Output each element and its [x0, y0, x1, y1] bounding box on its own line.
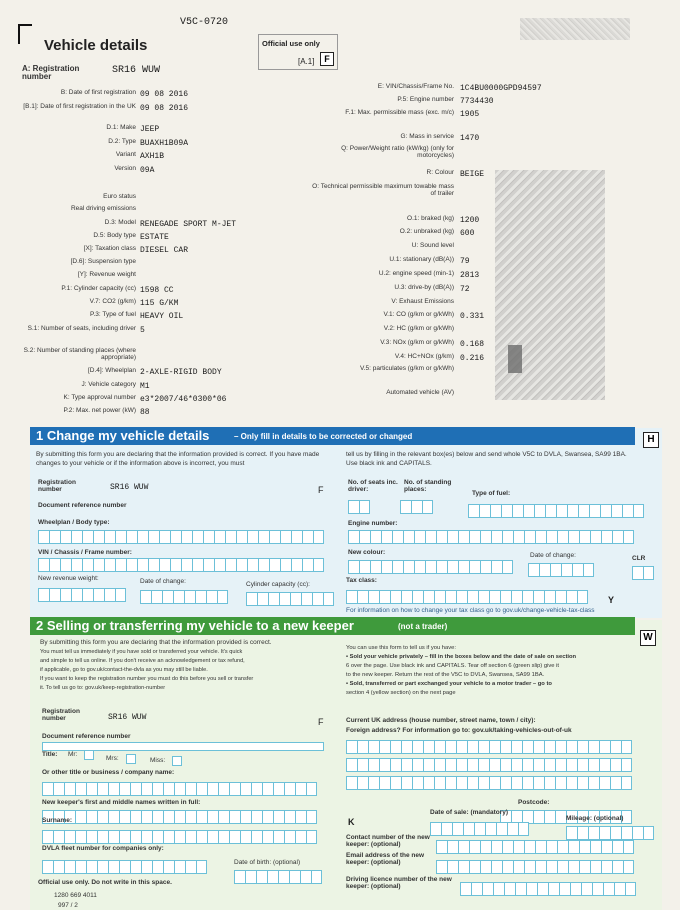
s2-mrs-checkbox[interactable] — [126, 754, 136, 764]
field-value: DIESEL CAR — [140, 246, 189, 255]
s2-mr: Mr: — [68, 751, 78, 758]
field-label: Variant — [115, 151, 136, 158]
field-label: U: Sound level — [411, 242, 454, 249]
s2-right-line: You can use this form to tell us if you have: — [346, 645, 456, 651]
s2-contact-input[interactable] — [436, 840, 634, 854]
field-label: V: Exhaust Emissions — [391, 298, 454, 305]
s1-reg-value: SR16 WUW — [110, 483, 149, 492]
s1-cylinder-input[interactable] — [246, 592, 334, 606]
field-label: O.2: unbraked (kg) — [399, 228, 454, 235]
s1-wheelplan-input[interactable] — [38, 530, 324, 544]
field-label: D.5: Body type — [93, 232, 136, 239]
s1-tax-input[interactable] — [346, 590, 588, 604]
section-1-title: 1 Change my vehicle details — [36, 428, 210, 443]
s2-address-row-1[interactable] — [346, 740, 632, 754]
s1-y-letter: Y — [608, 595, 615, 605]
s2-right-line: 6 over the page. Use black ink and CAPITALS. Tear off section 6 (green slip) give it — [346, 663, 559, 669]
page-title: Vehicle details — [44, 37, 148, 54]
s2-official-bottom: Official use only. Do not write in this space. — [38, 879, 172, 886]
section-1-subtitle: – Only fill in details to be corrected or changed — [234, 432, 413, 441]
field-label: [B.1]: Date of first registration in the UK — [23, 103, 136, 110]
official-code: [A.1] — [298, 57, 315, 66]
s2-email-label: Email address of the new keeper: (optional) — [346, 852, 425, 867]
field-label: [D.6]: Suspension type — [70, 258, 136, 265]
field-value: 09A — [140, 166, 155, 175]
s1-tax-label: Tax class: — [346, 577, 377, 584]
field-value: 2813 — [460, 271, 480, 280]
section-2-letter: W — [640, 630, 656, 646]
official-box — [258, 34, 338, 70]
s1-reg-letter: F — [318, 485, 324, 495]
s2-address-row-2[interactable] — [346, 758, 632, 772]
field-value: 115 G/KM — [140, 299, 179, 308]
s2-intro-left: By submitting this form you are declaring that the information provided is correct. — [40, 639, 272, 646]
s1-fuel-input[interactable] — [468, 504, 644, 518]
s1-seats-input[interactable] — [348, 500, 370, 514]
field-label: E: VIN/Chassis/Frame No. — [377, 83, 454, 90]
s2-fleet-input[interactable] — [42, 860, 207, 874]
s2-right-line: section 4 (yellow section) on the next page — [346, 690, 456, 696]
field-value: 600 — [460, 229, 475, 238]
official-use-label: Official use only — [262, 39, 320, 48]
section-1-intro-left: By submitting this form you are declaring that the information provided is correct. If you have made changes to your vehicle or if the information above is incorrect, you must — [36, 451, 320, 468]
field-label: Automated vehicle (AV) — [386, 389, 454, 396]
field-value: 79 — [460, 257, 470, 266]
s2-other-label: Or other title or business / company name: — [42, 769, 175, 776]
s2-licence-label: Driving licence number of the new keeper: (optional) — [346, 876, 452, 891]
field-label: [Y]: Revenue weight — [77, 271, 136, 278]
field-value: 1200 — [460, 216, 480, 225]
field-label: B: Date of first registration — [60, 89, 136, 96]
s2-right-line: • Sold, transferred or part exchanged your vehicle to a motor trader – go to — [346, 681, 552, 687]
s1-tax-info: For information on how to change your tax class go to gov.uk/change-vehicle-tax-class — [346, 607, 595, 614]
s1-revenue-input[interactable] — [38, 588, 126, 602]
s1-clr: CLR — [632, 555, 646, 562]
s2-contact-label: Contact number of the new keeper: (optional) — [346, 834, 430, 849]
s1-vin-label: VIN / Chassis / Frame number: — [38, 549, 132, 556]
field-value: 0.331 — [460, 312, 485, 321]
s1-colour-input[interactable] — [348, 560, 513, 574]
s1-engine-input[interactable] — [348, 530, 634, 544]
section-1-intro-right: tell us by filling in the relevant box(es) below and send whole V5C to DVLA, Swansea, SA99 1BA. Use black ink and CAPITALS. — [346, 451, 627, 468]
section-1-header — [30, 427, 635, 445]
s2-miss-checkbox[interactable] — [172, 756, 182, 766]
field-value: 0.216 — [460, 354, 485, 363]
s2-date-sale-label: Date of sale: (mandatory) — [430, 809, 509, 816]
field-label: K: Type approval number — [63, 394, 136, 401]
field-value: 0.168 — [460, 340, 485, 349]
s2-left-line: if applicable, go to gov.uk/contact-the-dvla as you may still be liable. — [40, 667, 208, 673]
s2-mileage-label: Mileage: (optional) — [566, 815, 624, 822]
s1-seats-label: No. of seats inc. driver: — [348, 479, 398, 494]
section-2-subtitle: (not a trader) — [398, 622, 448, 631]
field-value: 1598 CC — [140, 286, 174, 295]
s2-dob-input[interactable] — [234, 870, 322, 884]
field-label: U.1: stationary (dB(A)) — [389, 256, 454, 263]
field-label: P.5: Engine number — [397, 96, 454, 103]
s1-reg-label: Registration number — [38, 479, 76, 494]
s2-mrs: Mrs: — [106, 755, 119, 762]
s2-miss: Miss: — [150, 757, 166, 764]
s1-clr-input[interactable] — [632, 566, 654, 580]
field-label: U.2: engine speed (min-1) — [378, 270, 454, 277]
field-label: O: Technical permissible maximum towable mass of trailer — [312, 183, 454, 197]
s2-left-line: If you want to keep the registration number you must do this before you sell or transfer — [40, 676, 254, 682]
field-value: 88 — [140, 408, 150, 417]
s2-dob-label: Date of birth: (optional) — [234, 859, 301, 866]
s2-surname-label: Surname: — [42, 817, 72, 824]
field-value: HEAVY OIL — [140, 312, 184, 321]
field-label: V.3: NOx (g/km or g/kWh) — [380, 339, 454, 346]
s1-revenue-label: New revenue weight: — [38, 575, 99, 582]
s2-other-input[interactable] — [42, 782, 317, 796]
s2-mileage-input[interactable] — [566, 826, 654, 840]
s2-title-label: Title: — [42, 751, 58, 758]
s2-right-line: to the new keeper. Return the rest of the V5C to DVLA, Swansea, SA99 1BA. — [346, 672, 545, 678]
s2-left-line: and simple to tell us online. If you don't receive an acknowledgement or tax refund, — [40, 658, 245, 664]
field-label: P.2: Max. net power (kW) — [63, 407, 136, 414]
field-value: 1470 — [460, 134, 480, 143]
field-label: V.7: CO2 (g/km) — [89, 298, 136, 305]
field-label: D.3: Model — [104, 219, 136, 226]
field-value: M1 — [140, 382, 150, 391]
form-code: V5C-0720 — [180, 17, 229, 28]
corner-mark — [18, 24, 32, 44]
s2-k-letter: K — [348, 817, 355, 827]
field-label: V.5: particulates (g/km or g/kWh) — [359, 365, 454, 372]
redacted-mark — [508, 345, 522, 373]
field-label: D.1: Make — [106, 124, 136, 131]
official-letter: F — [320, 52, 334, 66]
s2-right-line: • Sold your vehicle privately – fill in the boxes below and the date of sale on section — [346, 654, 577, 660]
s2-left-line: You must tell us immediately if you have sold or transferred your vehicle. It's quick — [40, 649, 243, 655]
s2-reg-value: SR16 WUW — [108, 713, 147, 722]
field-label: U.3: drive-by (dB(A)) — [394, 284, 454, 291]
s2-left-line: it. To tell us go to: gov.uk/keep-registration-number — [40, 685, 166, 691]
field-value: 1905 — [460, 110, 480, 119]
s1-standing-input[interactable] — [400, 500, 433, 514]
section-1-letter: H — [643, 432, 659, 448]
field-value: RENEGADE SPORT M-JET — [140, 220, 237, 229]
redaction-top-right — [520, 18, 630, 40]
field-label: J: Vehicle category — [81, 381, 136, 388]
field-label: [D.4]: Wheelplan — [87, 367, 136, 374]
field-label: A: Registration number — [22, 64, 80, 82]
s2-address-row-3[interactable] — [346, 776, 632, 790]
field-label: S.2: Number of standing places (where appropriate) — [23, 347, 136, 361]
s2-docref-label: Document reference number — [42, 733, 131, 740]
field-value: AXH1B — [140, 152, 165, 161]
field-label: O.1: braked (kg) — [407, 215, 454, 222]
s1-engine-label: Engine number: — [348, 520, 398, 527]
field-label: Version — [114, 165, 136, 172]
s2-names-label: New keeper's first and middle names written in full: — [42, 799, 201, 806]
field-value: BEIGE — [460, 170, 485, 179]
field-label: P.1: Cylinder capacity (cc) — [61, 285, 136, 292]
field-label: S.1: Number of seats, including driver — [27, 325, 136, 332]
s2-reg-label: Registration number — [42, 708, 80, 723]
field-value: SR16 WUW — [112, 65, 161, 76]
s2-fleet-label: DVLA fleet number for companies only: — [42, 845, 164, 852]
s1-date-change2-input[interactable] — [140, 590, 228, 604]
field-label: Euro status — [103, 193, 136, 200]
section-2-header — [30, 617, 635, 635]
field-value: 72 — [460, 285, 470, 294]
field-label: V.2: HC (g/km or g/kWh) — [383, 325, 454, 332]
field-label: Real driving emissions — [70, 205, 136, 212]
field-label: V.4: HC+NOx (g/km) — [394, 353, 454, 360]
field-value: e3*2007/46*0300*06 — [140, 395, 227, 404]
s1-docref-input[interactable] — [38, 510, 328, 515]
s2-foreign-label: Foreign address? For information go to: gov.uk/taking-vehicles-out-of-uk — [346, 727, 572, 734]
field-label: P.3: Type of fuel — [89, 311, 136, 318]
s2-serial-1: 1280 669 4011 — [54, 892, 97, 899]
s1-date-change-label: Date of change: — [530, 552, 576, 559]
field-value: 1C4BU0000GPD94597 — [460, 84, 542, 93]
s2-mr-checkbox[interactable] — [84, 750, 94, 760]
s2-reg-letter: F — [318, 717, 324, 727]
s1-docref-label: Document reference number — [38, 502, 127, 509]
s2-address-label: Current UK address (house number, street name, town / city): — [346, 717, 536, 724]
s2-surname-input[interactable] — [42, 830, 317, 844]
field-value: BUAXH1B09A — [140, 139, 189, 148]
s1-wheelplan-label: Wheelplan / Body type: — [38, 519, 110, 526]
s2-serial-2: 997 / 2 — [58, 902, 78, 909]
field-value: 09 08 2016 — [140, 90, 189, 99]
s2-email-input[interactable] — [436, 860, 634, 874]
s1-cylinder-label: Cylinder capacity (cc): — [246, 581, 310, 588]
s1-colour-label: New colour: — [348, 549, 386, 556]
field-label: R: Colour — [426, 169, 454, 176]
field-value: ESTATE — [140, 233, 169, 242]
s1-date-change-input[interactable] — [528, 563, 594, 577]
s1-fuel-label: Type of fuel: — [472, 490, 511, 497]
field-value: 2-AXLE-RIGID BODY — [140, 368, 222, 377]
field-value: 09 08 2016 — [140, 104, 189, 113]
field-value: JEEP — [140, 125, 160, 134]
s1-date-change2-label: Date of change: — [140, 578, 186, 585]
section-2-title: 2 Selling or transferring my vehicle to a new keeper — [36, 618, 354, 633]
field-value: 7734430 — [460, 97, 494, 106]
field-label: [X]: Taxation class — [83, 245, 136, 252]
s2-date-sale-input[interactable] — [430, 822, 529, 836]
field-label: D.2: Type — [108, 138, 136, 145]
field-label: F.1: Max. permissible mass (exc. m/c) — [345, 109, 454, 116]
s2-postcode-label: Postcode: — [518, 799, 550, 806]
field-label: G: Mass in service — [400, 133, 454, 140]
s1-standing-label: No. of standing places: — [404, 479, 452, 494]
field-label: V.1: CO (g/km or g/kWh) — [383, 311, 454, 318]
s2-licence-input[interactable] — [460, 882, 636, 896]
field-value: 5 — [140, 326, 145, 335]
field-label: Q: Power/Weight ratio (kW/kg) (only for motorcycles) — [341, 145, 454, 159]
s1-vin-input[interactable] — [38, 558, 324, 572]
s2-names-input[interactable] — [42, 810, 317, 824]
